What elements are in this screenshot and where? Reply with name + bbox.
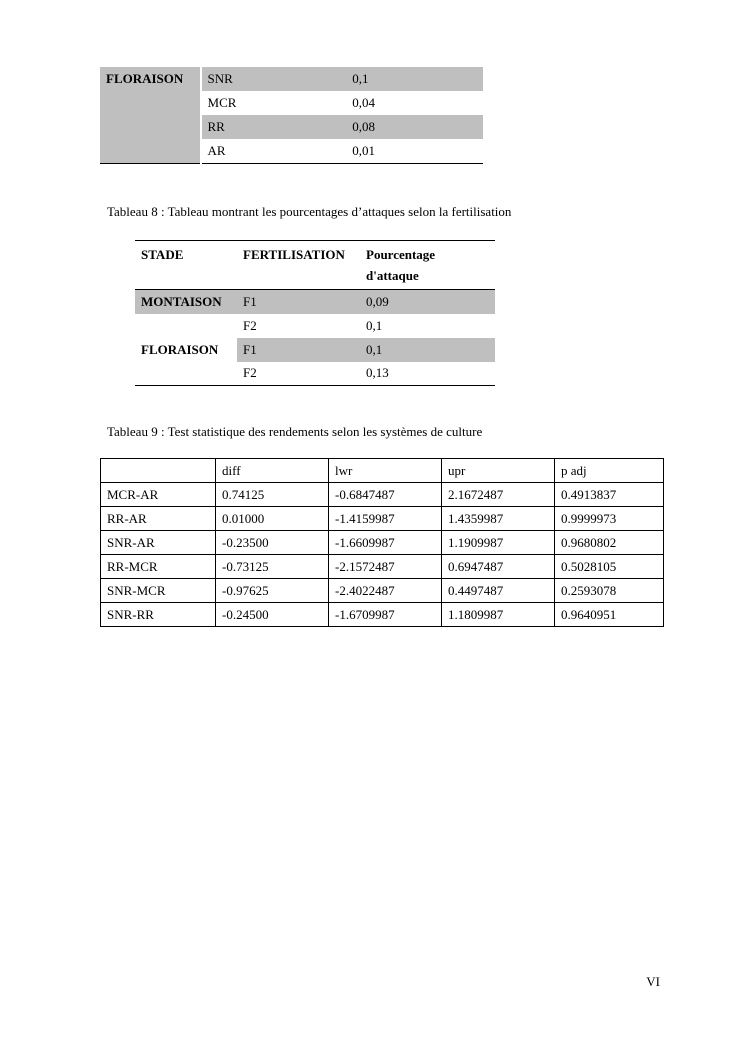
table-row bbox=[101, 579, 664, 603]
stage-label-cell: FLORAISON bbox=[100, 67, 201, 163]
diff-cell: -0.24500 bbox=[216, 603, 329, 627]
diff-cell: 0.74125 bbox=[216, 483, 329, 507]
system-cell: AR bbox=[207, 142, 226, 158]
padj-cell: 0.2593078 bbox=[555, 579, 664, 603]
stade-cell bbox=[135, 314, 237, 338]
value-cell: 0,01 bbox=[352, 142, 376, 158]
padj-cell: 0.9999973 bbox=[555, 507, 664, 531]
lwr-cell: -1.4159987 bbox=[329, 507, 442, 531]
stade-cell bbox=[135, 362, 237, 386]
header-pourcentage: Pourcentage d'attaque bbox=[360, 241, 495, 290]
comparison-cell: MCR-AR bbox=[101, 483, 216, 507]
lwr-cell: -1.6709987 bbox=[329, 603, 442, 627]
lwr-cell: -0.6847487 bbox=[329, 483, 442, 507]
value-cell: 0,1 bbox=[346, 67, 483, 91]
lwr-cell: -2.1572487 bbox=[329, 555, 442, 579]
header-blank bbox=[101, 459, 216, 483]
table-row bbox=[101, 603, 664, 627]
system-cell: RR bbox=[201, 115, 347, 139]
upr-cell: 1.1809987 bbox=[442, 603, 555, 627]
table-row bbox=[100, 67, 483, 91]
header-padj: p adj bbox=[555, 459, 664, 483]
value-cell: 0,1 bbox=[366, 317, 383, 333]
lwr-cell: -2.4022487 bbox=[329, 579, 442, 603]
table-header-row bbox=[135, 241, 495, 290]
fertilisation-cell: F1 bbox=[237, 338, 360, 362]
table-row bbox=[101, 483, 664, 507]
upr-cell: 0.4497487 bbox=[442, 579, 555, 603]
fertilisation-cell: F2 bbox=[243, 365, 257, 381]
value-cell: 0,09 bbox=[360, 290, 495, 314]
header-fertilisation: FERTILISATION bbox=[237, 241, 360, 290]
comparison-cell: SNR-AR bbox=[101, 531, 216, 555]
table-row bbox=[101, 555, 664, 579]
table-header-row bbox=[101, 459, 664, 483]
padj-cell: 0.9680802 bbox=[555, 531, 664, 555]
floraison-systems-table bbox=[100, 67, 483, 164]
header-lwr: lwr bbox=[329, 459, 442, 483]
table-row bbox=[101, 507, 664, 531]
header-stade: STADE bbox=[135, 241, 237, 290]
comparison-cell: RR-AR bbox=[101, 507, 216, 531]
table-row bbox=[135, 314, 495, 338]
comparison-cell: SNR-RR bbox=[101, 603, 216, 627]
tableau8-caption: Tableau 8 : Tableau montrant les pourcentages d’attaques selon la fertilisation bbox=[107, 204, 512, 219]
header-upr: upr bbox=[442, 459, 555, 483]
header-diff: diff bbox=[216, 459, 329, 483]
lwr-cell: -1.6609987 bbox=[329, 531, 442, 555]
table-row bbox=[135, 290, 495, 314]
page-number: VI bbox=[646, 974, 660, 989]
table-row bbox=[101, 531, 664, 555]
value-cell: 0,08 bbox=[346, 115, 483, 139]
table-row bbox=[135, 338, 495, 362]
upr-cell: 0.6947487 bbox=[442, 555, 555, 579]
system-cell: SNR bbox=[201, 67, 347, 91]
fertilisation-cell: F2 bbox=[243, 317, 257, 333]
table-row bbox=[135, 362, 495, 386]
value-cell: 0,04 bbox=[352, 95, 376, 110]
upr-cell: 2.1672487 bbox=[442, 483, 555, 507]
value-cell: 0,13 bbox=[366, 365, 389, 381]
stade-cell: MONTAISON bbox=[135, 290, 237, 314]
tableau9-caption: Tableau 9 : Test statistique des rendements selon les systèmes de culture bbox=[107, 424, 483, 439]
comparison-cell: SNR-MCR bbox=[101, 579, 216, 603]
diff-cell: 0.01000 bbox=[216, 507, 329, 531]
diff-cell: -0.23500 bbox=[216, 531, 329, 555]
padj-cell: 0.9640951 bbox=[555, 603, 664, 627]
system-cell: MCR bbox=[207, 95, 237, 110]
fertilisation-cell: F1 bbox=[237, 290, 360, 314]
padj-cell: 0.5028105 bbox=[555, 555, 664, 579]
stade-cell: FLORAISON bbox=[141, 341, 219, 357]
diff-cell: -0.97625 bbox=[216, 579, 329, 603]
upr-cell: 1.4359987 bbox=[442, 507, 555, 531]
upr-cell: 1.1909987 bbox=[442, 531, 555, 555]
comparison-cell: RR-MCR bbox=[101, 555, 216, 579]
padj-cell: 0.4913837 bbox=[555, 483, 664, 507]
tableau9-statistics-table bbox=[100, 458, 664, 627]
diff-cell: -0.73125 bbox=[216, 555, 329, 579]
tableau8-fertilisation-table bbox=[135, 240, 495, 386]
value-cell: 0,1 bbox=[360, 338, 495, 362]
